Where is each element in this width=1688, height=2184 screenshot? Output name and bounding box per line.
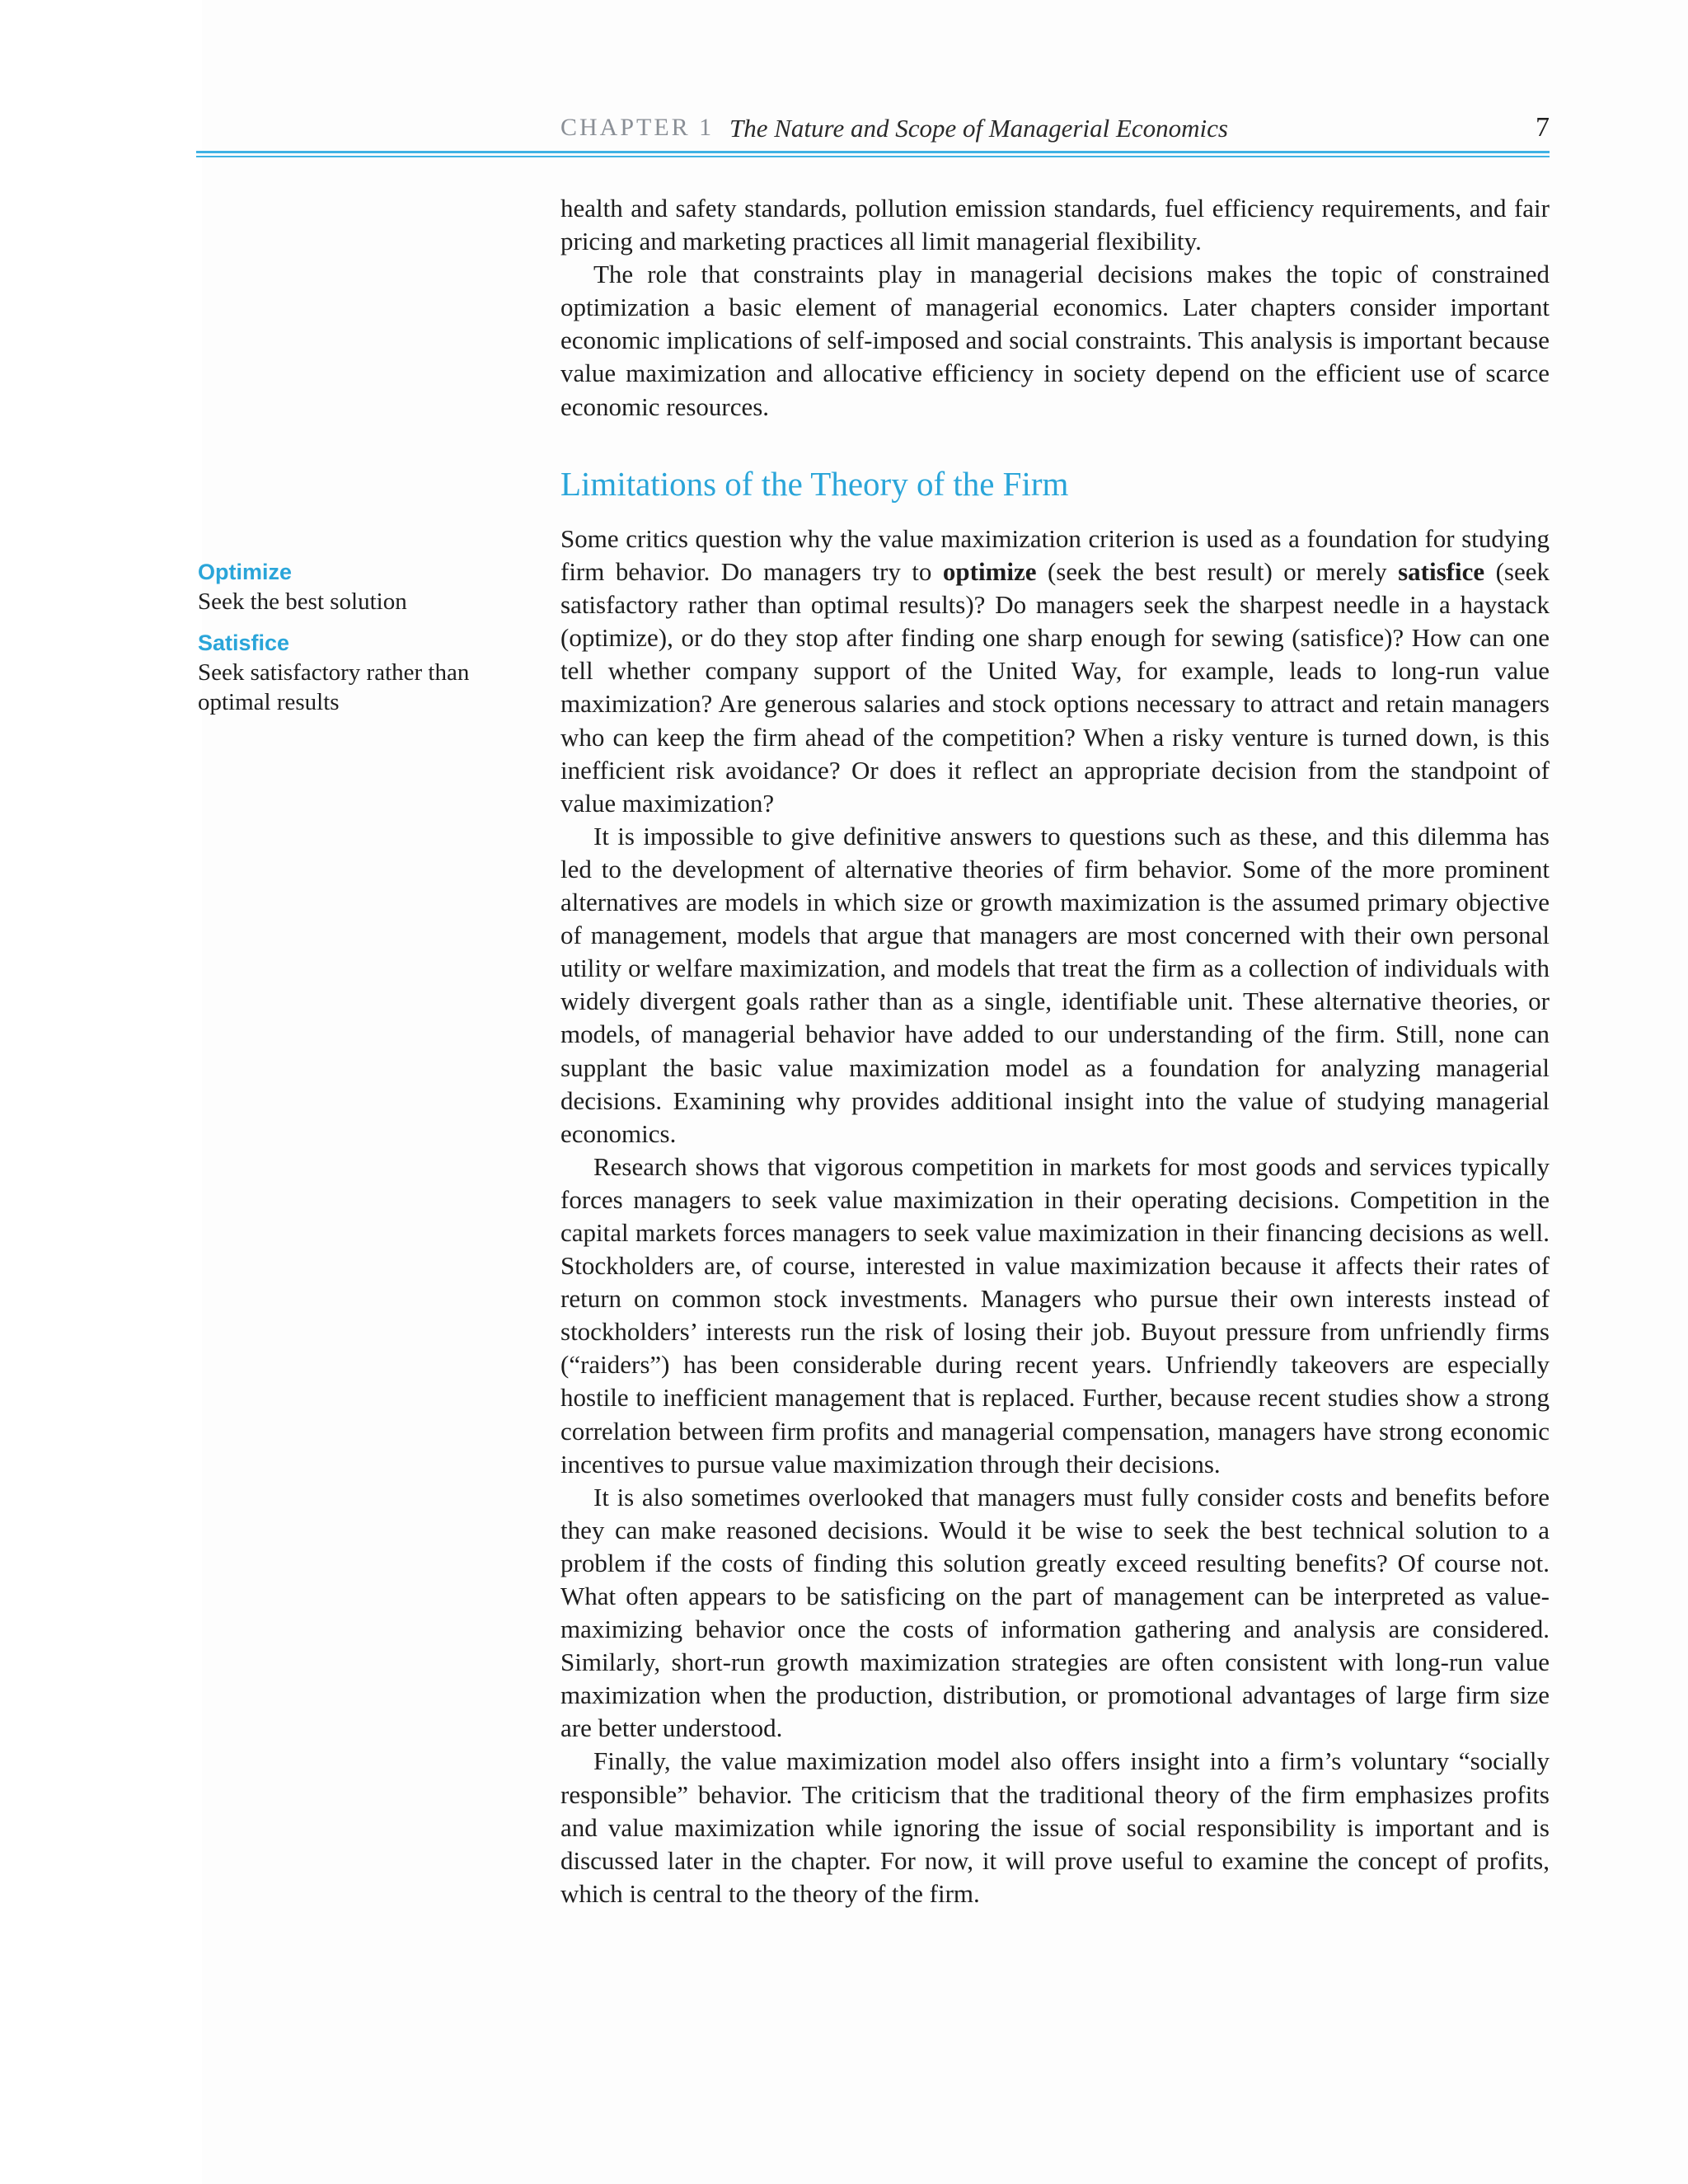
paragraph-social-responsibility: Finally, the value maximization model also offers insight into a firm’s voluntary “socially responsible” behavior. The criticism that the traditional theory of the firm emphasizes profits and value maximization while ignoring the issue of social responsibility is important and is discussed later in the chapter. For now, it will prove useful to examine the concept of profits, which is central to the theory of the firm. (560, 1746, 1550, 1908)
intro-block (560, 192, 1550, 424)
paragraph-continuation: health and safety standards, pollution emission standards, fuel efficiency requirements, and fair pricing and marketing practices all limit managerial flexibility. (560, 194, 1550, 256)
section-heading: Limitations of the Theory of the Firm (560, 465, 1069, 503)
header-rule-secondary (196, 156, 1550, 157)
paragraph-alternatives: It is impossible to give definitive answers to questions such as these, and this dilemma has led to the development of alternative theories of firm behavior. Some of the more prominent alternatives are models in which size or growth maximization is the assumed primary objective of management, models that argue that managers are most concerned with their own personal utility or welfare maximization, and models that treat the firm as a collection of individuals with widely divergent goals rather than as a single, identifiable unit. These alternative theories, or models, of managerial behavior have added to our understanding of the firm. Still, none can supplant the basic value maximization model as a foundation for analyzing managerial decisions. Examining why provides additional insight into the value of studying managerial economics. (560, 821, 1550, 1148)
margin-term-satisfice: Satisfice (198, 630, 290, 655)
margin-notes (198, 557, 511, 729)
paragraph-constraints: The role that constraints play in managerial decisions makes the topic of constrained optimization a basic element of managerial economics. Later chapters consider important economic implications of self-imposed and social constraints. This analysis is important because value maximization and allocative efficiency in society depend on the efficient use of scarce economic resources. (560, 260, 1550, 421)
paragraph-research: Research shows that vigorous competition in markets for most goods and services typically forces managers to seek value maximization in their operating decisions. Competition in the capital markets forces managers to seek value maximization in their financing decisions as well. Stockholders are, of course, interested in value maximization because it affects their rates of return on common stock investments. Managers who pursue their own interests instead of stockholders’ interests run the risk of losing their job. Buyout pressure from unfriendly firms (“raiders”) has been considerable during recent years. Unfriendly takeovers are especially hostile to inefficient management that is replaced. Further, because recent studies show a strong correlation between firm profits and managerial compensation, managers have strong economic incentives to pursue value maximization through their decisions. (560, 1151, 1550, 1479)
margin-definition-optimize: Seek the best solution (198, 588, 407, 615)
paragraph-critics-text-a: Some critics question why the value maximization criterion is used as a foundation for studying firm behavior. Do managers try to (560, 524, 1550, 587)
header-rule (196, 151, 1550, 153)
paragraph-critics-text-b: (seek the best result) or merely (1036, 557, 1399, 587)
section-body (560, 523, 1550, 1910)
margin-term-optimize: Optimize (198, 560, 293, 584)
page-number: 7 (1536, 112, 1550, 143)
paragraph-costs-benefits: It is also sometimes overlooked that managers must fully consider costs and benefits before they can make reasoned decisions. Would it be wise to seek the best technical solution to a problem if the costs of finding this solution greatly exceed resulting benefits? Of course not. What often appears to be satisficing on the part of management can be interpreted as value-maximizing behavior once the costs of information gathering and analysis are considered. Similarly, short-run growth maximization strategies are often consistent with long-run value maximization when the production, distribution, or promotional advantages of large firm size are better understood. (560, 1482, 1550, 1743)
paragraph-critics-text-c: (seek satisfactory rather than optimal results)? Do managers seek the sharpest needle in a haystack (optimize), or do they stop after finding one sharp enough for sewing (satisfice)? How can one tell whether company support of the United Way, for example, leads to long-run value maximization? Are generous salaries and stock options necessary to attract and retain managers who can keep the firm ahead of the competition? When a risky venture is turned down, is this inefficient risk avoidance? Or does it reflect an appropriate decision from the standpoint of value maximization? (560, 557, 1550, 818)
keyword-optimize: optimize (942, 557, 1037, 587)
paragraph-critics (560, 523, 1550, 820)
running-header (560, 114, 1550, 147)
margin-definition-satisfice: Seek satisfactory rather than optimal results (198, 659, 470, 715)
keyword-satisfice: satisfice (1398, 557, 1485, 587)
chapter-label: CHAPTER 1 (560, 114, 715, 141)
chapter-title: The Nature and Scope of Managerial Economics (729, 114, 1228, 143)
